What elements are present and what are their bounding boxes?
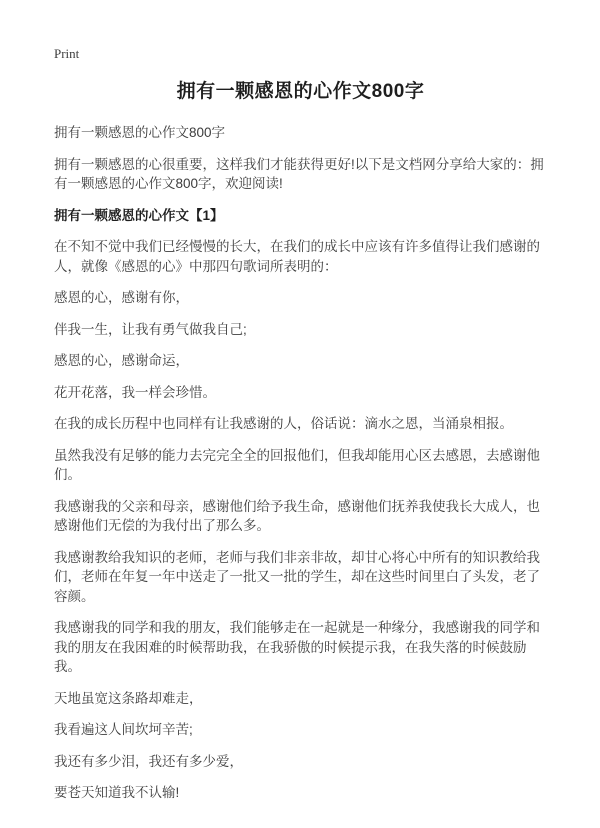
paragraph: 花开花落，我一样会珍惜。 — [54, 384, 216, 400]
paragraph: 感恩的心，感谢命运， — [54, 353, 189, 368]
paragraph: 要苍天知道我不认输! — [54, 785, 180, 800]
page-title: 拥有一颗感恩的心作文800字 — [176, 81, 425, 102]
paragraph: 感恩的心，感谢有你， — [54, 290, 189, 305]
paragraph: 在我的成长历程中也同样有让我感谢的人，俗话说：滴水之恩，当涌泉相报。 — [54, 416, 513, 431]
paragraph: 虽然我没有足够的能力去完完全全的回报他们，但我却能用心区去感恩，去感谢他们。 — [54, 447, 540, 482]
paragraph: 拥有一颗感恩的心很重要，这样我们才能获得更好!以下是文档网分享给大家的：拥有一颗感恩的心作文800字，欢迎阅读! — [54, 156, 544, 191]
paragraph: 拥有一颗感恩的心作文800字 — [54, 125, 226, 140]
paragraph: 我看遍这人间坎坷辛苦; — [54, 722, 193, 737]
section-heading: 拥有一颗感恩的心作文【1】 — [54, 207, 224, 223]
paragraph: 我感谢我的同学和我的朋友，我们能够走在一起就是一种缘分，我感谢我的同学和我的朋友在我困难的时候帮助我，在我骄傲的时候提示我，在我失落的时候鼓励我。 — [54, 620, 540, 674]
paragraph: 我还有多少泪，我还有多少爱， — [54, 753, 243, 769]
paragraph: 我感谢教给我知识的老师，老师与我们非亲非故，却甘心将心中所有的知识教给我们，老师在年复一年中送走了一批又一批的学生，却在这些时间里白了头发，老了容颜。 — [54, 549, 540, 604]
paragraph: 天地虽宽这条路却难走， — [54, 690, 203, 706]
print-button[interactable]: Print — [54, 46, 80, 61]
paragraph: 伴我一生，让我有勇气做我自己; — [54, 321, 247, 337]
paragraph: 在不知不觉中我们已经慢慢的长大，在我们的成长中应该有许多值得让我们感谢的人，就像《感恩的心》中那四句歌词所表明的： — [54, 239, 540, 274]
paragraph: 我感谢我的父亲和母亲，感谢他们给予我生命，感谢他们抚养我使我长大成人，也感谢他们无偿的为我付出了那么多。 — [54, 498, 540, 533]
document-body — [54, 123, 547, 803]
